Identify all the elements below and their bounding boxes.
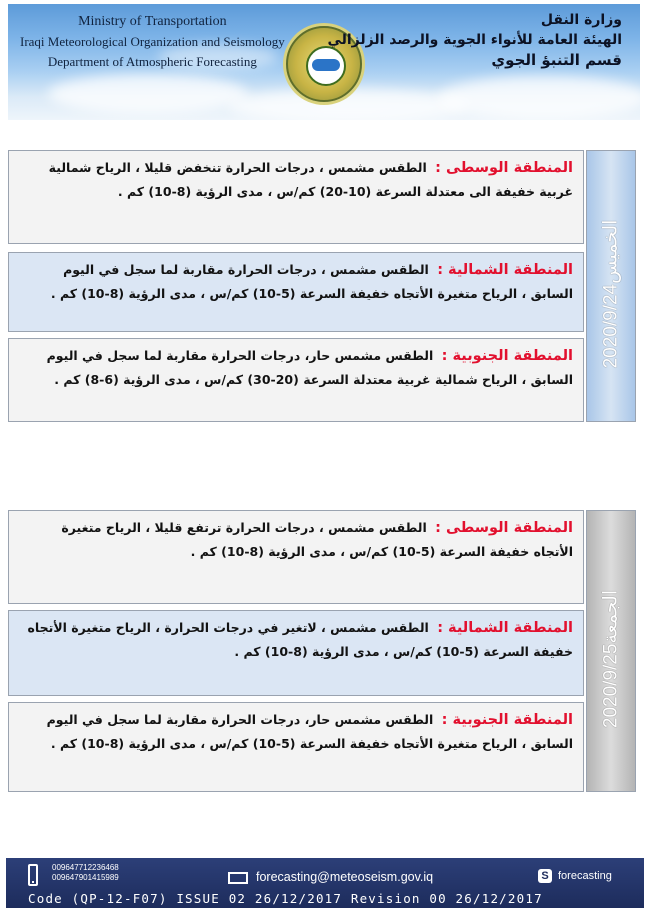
arabic-title-block — [327, 10, 622, 70]
region-name: المنطقة الوسطى : — [435, 160, 573, 176]
phone-icon — [28, 864, 38, 886]
mail-icon — [228, 872, 248, 884]
region-name: المنطقة الجنوبية : — [441, 712, 573, 728]
header-banner — [8, 4, 640, 120]
ministry-name-en: Ministry of Transportation — [78, 14, 227, 29]
day-date-column — [586, 510, 636, 792]
region-central — [8, 510, 584, 604]
region-name: المنطقة الشمالية : — [437, 620, 573, 636]
regions-list — [8, 150, 584, 422]
day-name: الخميس — [599, 219, 622, 284]
email-link[interactable]: forecasting@meteoseism.gov.iq — [256, 870, 434, 884]
cloud-decoration — [228, 89, 468, 120]
department-name-ar: قسم التنبؤ الجوي — [491, 51, 622, 69]
day-date-column — [586, 150, 636, 422]
regions-list — [8, 510, 584, 792]
region-forecast-text: الطقس مشمس ، درجات الحرارة ترتفع قليلا ، الرياح متغيرة الأتجاه خفيفة السرعة (5-10) كم/س ، مدى الرؤية (8-10) كم . — [61, 520, 573, 559]
region-south — [8, 338, 584, 422]
phone-numbers — [52, 863, 119, 883]
forecast-date: 2020/9/24 — [600, 283, 622, 369]
skype-icon: S — [538, 869, 552, 883]
region-name: المنطقة الجنوبية : — [441, 348, 573, 364]
forecast-date: 2020/9/25 — [600, 643, 622, 729]
department-name-en: Department of Atmospheric Forecasting — [47, 54, 257, 69]
cloud-decoration — [438, 76, 640, 120]
cloud-decoration — [48, 74, 248, 114]
day-label — [600, 204, 623, 369]
phone-number[interactable]: 009647712236468 — [52, 863, 119, 872]
region-forecast-text: الطقس مشمس ، درجات الحرارة تنخفض قليلا ، الرياح شمالية غربية خفيفة الى معتدلة السرعة (10-20) كم/س ، مدى الرؤية (8-10) كم . — [48, 160, 573, 199]
forecast-day-1 — [8, 150, 640, 422]
phone-number[interactable]: 009647901415989 — [52, 873, 119, 882]
english-title-block — [20, 12, 285, 72]
document-code: Code (QP-12-F07) ISSUE 02 26/12/2017 Revision 00 26/12/2017 — [28, 891, 543, 906]
region-name: المنطقة الوسطى : — [435, 520, 573, 536]
region-central — [8, 150, 584, 244]
day-name: الجمعة — [599, 589, 622, 644]
organization-name-ar: الهيئة العامة للأنواء الجوية والرصد الزلزالي — [327, 32, 622, 48]
region-forecast-text: الطقس مشمس ، درجات الحرارة مقاربة لما سجل في اليوم السابق ، الرياح متغيرة الأتجاه خفيفة السرعة (5-10) كم/س ، مدى الرؤية (8-10) كم . — [50, 262, 573, 301]
ministry-name-ar: وزارة النقل — [540, 12, 622, 28]
region-north — [8, 610, 584, 696]
region-name: المنطقة الشمالية : — [437, 262, 573, 278]
region-north — [8, 252, 584, 332]
day-label — [600, 574, 623, 728]
region-forecast-text: الطقس مشمس حار، درجات الحرارة مقاربة لما سجل في اليوم السابق ، الرياح شمالية غربية معتدلة السرعة (20-30) كم/س ، مدى الرؤية (6-8) كم . — [46, 348, 573, 387]
region-forecast-text: الطقس مشمس حار، درجات الحرارة مقاربة لما سجل في اليوم السابق ، الرياح متغيرة الأتجاه خفيفة السرعة (5-10) كم/س ، مدى الرؤية (8-10) كم . — [46, 712, 573, 751]
region-south — [8, 702, 584, 792]
skype-handle[interactable]: forecasting — [558, 870, 612, 882]
forecast-day-2 — [8, 510, 640, 792]
organization-name-en: Iraqi Meteorological Organization and Seismology — [20, 34, 285, 49]
footer-bar — [6, 858, 644, 908]
region-forecast-text: الطقس مشمس ، لاتغير في درجات الحرارة ، الرياح متغيرة الأتجاه خفيفة السرعة (5-10) كم/س ، مدى الرؤية (8-10) كم . — [27, 620, 573, 659]
